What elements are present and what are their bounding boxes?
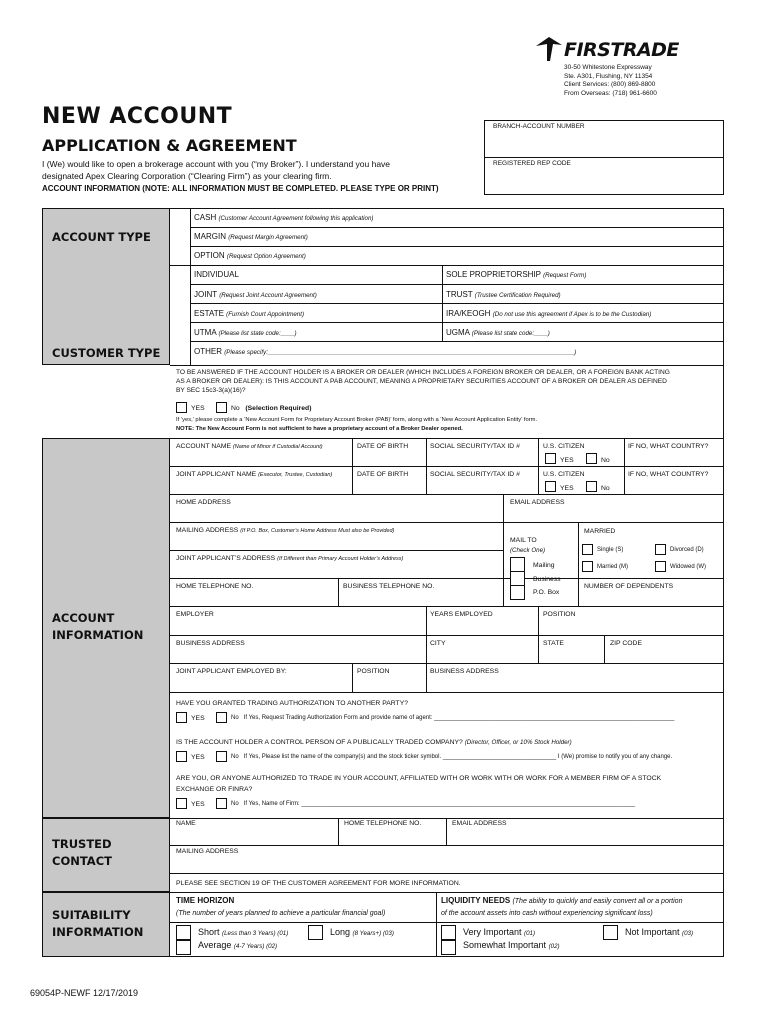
ssn-field[interactable]: SOCIAL SECURITY/TAX ID # [430, 443, 520, 450]
married-checkbox[interactable] [582, 561, 593, 572]
trusted-telephone-field[interactable]: HOME TELEPHONE NO. [344, 820, 422, 827]
ugma-option[interactable]: UGMA (Please list state code:____) [446, 328, 550, 337]
registered-rep-code-field[interactable]: REGISTERED REP CODE [493, 160, 571, 167]
business-telephone-field[interactable]: BUSINESS TELEPHONE NO. [343, 583, 435, 590]
long-checkbox[interactable] [308, 925, 323, 940]
pab-yes-label: YES [191, 405, 205, 412]
married-label: MARRIED [584, 528, 616, 535]
pab-no-checkbox[interactable] [216, 402, 227, 413]
joint-address-field[interactable]: JOINT APPLICANT’S ADDRESS (If Different than Primary Account Holder’s Address) [176, 555, 404, 562]
widowed-checkbox[interactable] [655, 561, 666, 572]
logo-arrow-icon [536, 37, 562, 61]
trading-authorization-question: HAVE YOU GRANTED TRADING AUTHORIZATION TO ANOTHER PARTY? [176, 700, 409, 707]
joint-employer-field[interactable]: JOINT APPLICANT EMPLOYED BY: [176, 668, 287, 675]
section-customer-type: CUSTOMER TYPE [52, 346, 161, 360]
other-option[interactable]: OTHER (Please specify:_________________________________________________________________________________________) [194, 347, 577, 356]
trusted-email-field[interactable]: EMAIL ADDRESS [452, 820, 507, 827]
us-citizen-label: U.S. CITIZEN [543, 443, 585, 450]
pab-question: TO BE ANSWERED IF THE ACCOUNT HOLDER IS A BROKER OR DEALER (WHICH INCLUDES A FOREIGN BROKER OR DEALER, OR A FOREIGN BANK ACTING AS A BROKER OR DEALER): IS THIS ACCOUNT A PAB ACCOUNT, MEANING A PROPRIETARY SECURITIES ACCOUNT OF A BROKER OR DEALER AS DEFINED BY SEC 15c3-3(a)(16)? [176, 369, 670, 394]
utma-option[interactable]: UTMA (Please list state code:____) [194, 328, 297, 337]
single-checkbox[interactable] [582, 544, 593, 555]
trade-auth-line[interactable]: No If Yes, Request Trading Authorization Form and provide name of agent: ________________________________________________________________________ [231, 715, 675, 721]
joint-ssn-field[interactable]: SOCIAL SECURITY/TAX ID # [430, 471, 520, 478]
employer-field[interactable]: EMPLOYER [176, 611, 214, 618]
intro-text: I (We) would like to open a brokerage account with you (“my Broker”). I understand you have designated Apex Clearing Corporation (“Clearing Firm”) as your clearing firm. ACCOUNT INFORMATION (NOTE: ALL INFORMATION MUST BE COMPLETED. PLEASE TYPE OR PRINT) [42, 159, 439, 193]
us-citizen-yes-checkbox[interactable] [545, 453, 556, 464]
city-field[interactable]: CITY [430, 640, 446, 647]
divorced-checkbox[interactable] [655, 544, 666, 555]
very-important-checkbox[interactable] [441, 925, 456, 940]
control-yes-checkbox[interactable] [176, 751, 187, 762]
trade-auth-no-checkbox[interactable] [216, 712, 227, 723]
finra-yes-checkbox[interactable] [176, 798, 187, 809]
business-address-field[interactable]: BUSINESS ADDRESS [176, 640, 245, 647]
years-employed-field[interactable]: YEARS EMPLOYED [430, 611, 493, 618]
dependents-field[interactable]: NUMBER OF DEPENDENTS [584, 583, 674, 590]
home-address-field[interactable]: HOME ADDRESS [176, 499, 231, 506]
mail-to-label: MAIL TO [510, 537, 537, 544]
trusted-name-field[interactable]: NAME [176, 820, 196, 827]
finra-question: ARE YOU, OR ANYONE AUTHORIZED TO TRADE IN YOUR ACCOUNT, AFFILIATED WITH OR WORK WITH OR WORK FOR A MEMBER FIRM OF A STOCK [176, 775, 662, 782]
branch-account-number-field[interactable]: BRANCH-ACCOUNT NUMBER [485, 121, 723, 158]
margin-option[interactable]: MARGIN (Request Margin Agreement) [194, 232, 308, 241]
section-account-information: ACCOUNT INFORMATION [52, 611, 144, 642]
joint-country-field[interactable]: IF NO, WHAT COUNTRY? [628, 471, 709, 478]
somewhat-important-label: Somewhat Important (02) [463, 940, 560, 950]
joint-option[interactable]: JOINT (Request Joint Account Agreement) [194, 290, 317, 299]
page-subtitle: APPLICATION & AGREEMENT [42, 136, 297, 155]
average-checkbox[interactable] [176, 940, 191, 955]
joint-dob-field[interactable]: DATE OF BIRTH [357, 471, 409, 478]
firstrade-logo [536, 37, 679, 63]
pab-no-label: No (Selection Required) [231, 405, 312, 412]
joint-applicant-name-field[interactable]: JOINT APPLICANT NAME (Executor, Trustee, Custodian) [176, 471, 333, 478]
pab-yes-checkbox[interactable] [176, 402, 187, 413]
mail-to-pobox-checkbox[interactable] [510, 585, 525, 600]
zip-field[interactable]: ZIP CODE [610, 640, 642, 647]
sole-proprietorship-option[interactable]: SOLE PROPRIETORSHIP (Request Form) [446, 270, 587, 279]
section-suitability: SUITABILITY INFORMATION [52, 908, 144, 939]
email-field[interactable]: EMAIL ADDRESS [510, 499, 565, 506]
joint-business-address-field[interactable]: BUSINESS ADDRESS [430, 668, 499, 675]
joint-us-citizen-label: U.S. CITIZEN [543, 471, 585, 478]
average-label: Average (4-7 Years) (02) [198, 940, 278, 950]
trust-option[interactable]: TRUST (Trustee Certification Required) [446, 290, 561, 299]
liquidity-label: LIQUIDITY NEEDS (The ability to quickly and easily convert all or a portion [441, 896, 683, 905]
not-important-checkbox[interactable] [603, 925, 618, 940]
short-label: Short (Less than 3 Years) (01) [198, 927, 289, 937]
long-label: Long (8 Years+) (03) [330, 927, 394, 937]
pab-note-2: NOTE: The New Account Form is not sufficient to have a proprietary account of a Broker Dealer opened. [176, 426, 463, 432]
mail-to-business-checkbox[interactable] [510, 571, 525, 586]
state-field[interactable]: STATE [543, 640, 564, 647]
dob-field[interactable]: DATE OF BIRTH [357, 443, 409, 450]
joint-us-no-checkbox[interactable] [586, 481, 597, 492]
joint-position-field[interactable]: POSITION [357, 668, 390, 675]
trusted-mailing-field[interactable]: MAILING ADDRESS [176, 848, 239, 855]
us-citizen-no-checkbox[interactable] [586, 453, 597, 464]
control-line[interactable]: No If Yes, Please list the name of the company(s) and the stock ticker symbol. __________________________________ I (We) promise to notify you of any change. [231, 754, 673, 760]
mailing-address-field[interactable]: MAILING ADDRESS (If P.O. Box, Customer’s Home Address Must also be Provided) [176, 527, 395, 534]
finra-no-checkbox[interactable] [216, 798, 227, 809]
control-no-checkbox[interactable] [216, 751, 227, 762]
country-field[interactable]: IF NO, WHAT COUNTRY? [628, 443, 709, 450]
not-important-label: Not Important (03) [625, 927, 694, 937]
form-code: 69054P-NEWF 12/17/2019 [30, 988, 139, 998]
mail-to-mailing-checkbox[interactable] [510, 557, 525, 572]
pab-note-1: If ‘yes,’ please complete a ‘New Account Form for Proprietary Account Broker (PAB)’ form, along with a ‘New Account Application Entity’ form. [176, 417, 538, 423]
firm-address: 30-50 Whitestone Expressway Ste. A301, Flushing, NY 11354 Client Services: (800) 869-8800 From Overseas: (718) 961-6600 [564, 64, 657, 97]
trade-auth-yes-checkbox[interactable] [176, 712, 187, 723]
time-horizon-label: TIME HORIZON [176, 896, 235, 905]
position-field[interactable]: POSITION [543, 611, 576, 618]
cash-option[interactable]: CASH (Customer Account Agreement following this application) [194, 213, 374, 222]
ira-keogh-option[interactable]: IRA/KEOGH (Do not use this agreement if Apex is to be the Custodian) [446, 309, 652, 318]
short-checkbox[interactable] [176, 925, 191, 940]
section-trusted-contact: TRUSTED CONTACT [52, 837, 112, 868]
brand-name: FIRSTRADE [564, 39, 679, 61]
branch-box [484, 120, 724, 195]
suitability-note: PLEASE SEE SECTION 19 OF THE CUSTOMER AGREEMENT FOR MORE INFORMATION. [176, 880, 461, 887]
page-title: NEW ACCOUNT [42, 104, 233, 129]
control-person-question: IS THE ACCOUNT HOLDER A CONTROL PERSON OF A PUBLICALLY TRADED COMPANY? (Director, Officer, or 10% Stock Holder) [176, 739, 572, 746]
individual-option[interactable]: INDIVIDUAL [194, 270, 239, 279]
account-name-field[interactable]: ACCOUNT NAME (Name of Minor if Custodial Account) [176, 443, 323, 450]
section-account-type: ACCOUNT TYPE [52, 230, 151, 244]
home-telephone-field[interactable]: HOME TELEPHONE NO. [176, 583, 254, 590]
estate-option[interactable]: ESTATE (Furnish Court Appointment) [194, 309, 305, 318]
finra-line[interactable]: No If Yes, Name of Firm: ____________________________________________________________________________________________________ [231, 801, 636, 807]
option-option[interactable]: OPTION (Request Option Agreement) [194, 251, 306, 260]
joint-us-yes-checkbox[interactable] [545, 481, 556, 492]
very-important-label: Very Important (01) [463, 927, 536, 937]
somewhat-important-checkbox[interactable] [441, 940, 456, 955]
